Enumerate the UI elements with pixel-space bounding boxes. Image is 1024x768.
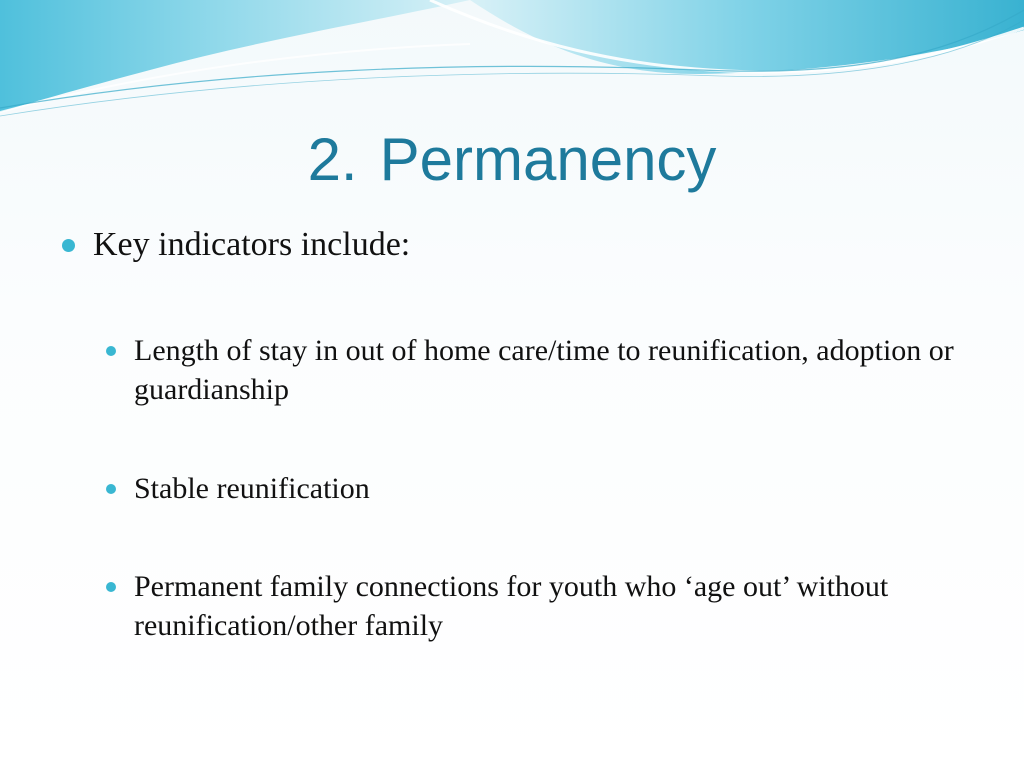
subbullet-permanent-connections <box>106 567 976 645</box>
subbullet-text: Stable reunification <box>134 472 370 505</box>
title-number: 2. <box>307 126 358 193</box>
bullet-icon <box>106 484 116 494</box>
subbullet-text: Length of stay in out of home care/time to reunification, adoption or guardianship <box>134 334 954 406</box>
bullet-text: Key indicators include: <box>93 226 411 263</box>
subbullet-stable-reunification <box>106 469 976 508</box>
subbullet-length-of-stay <box>106 331 976 409</box>
bullet-icon <box>62 239 75 252</box>
header-wave-decoration <box>0 0 1024 130</box>
bullet-icon <box>106 582 116 592</box>
subbullet-text: Permanent family connections for youth who ‘age out’ without reunification/other family <box>134 570 889 642</box>
bullet-key-indicators <box>62 223 410 267</box>
title-text: Permanency <box>379 126 717 193</box>
slide-title <box>0 126 1024 193</box>
bullet-icon <box>106 346 116 356</box>
